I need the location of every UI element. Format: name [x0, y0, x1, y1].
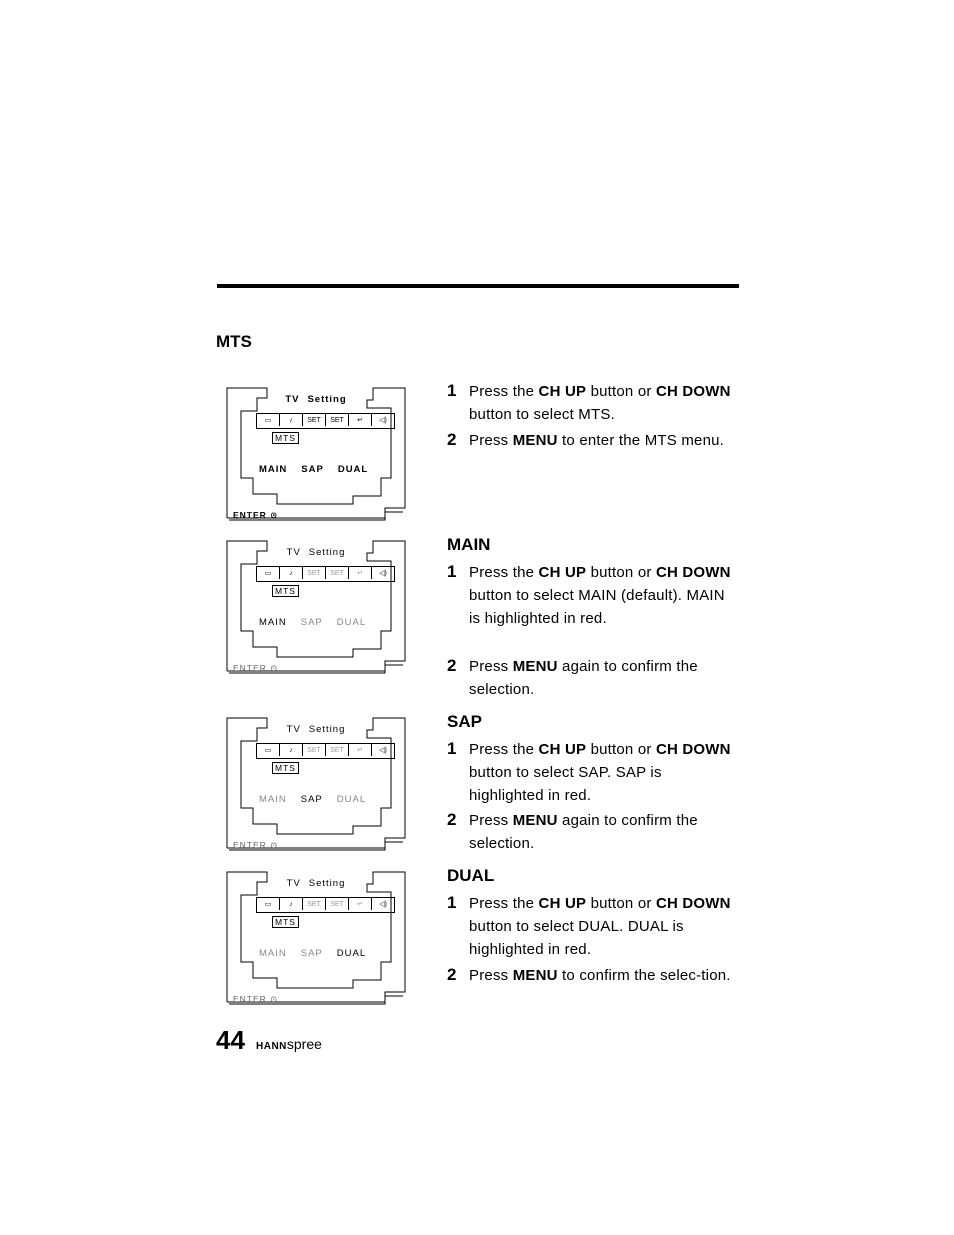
- osd-options: MAIN SAP DUAL: [259, 794, 367, 805]
- brand-logo: HANNspree: [256, 1036, 322, 1052]
- tv-icon: ▭: [257, 414, 280, 426]
- osd-panel-dual: [225, 870, 407, 1008]
- sap-step-2: 2 Press MENU again to confirm the selection.: [447, 810, 698, 852]
- osd-enter: ENTER ⊙: [233, 510, 279, 520]
- osd-icon-row: ▭ ♪ SET SET ↵ ◁): [256, 566, 395, 582]
- osd-enter: ENTER ⊙: [233, 663, 279, 673]
- tv-icon: ▭: [257, 898, 280, 910]
- speaker-icon: ◁): [379, 570, 387, 577]
- tv-icon: ▭: [257, 744, 280, 756]
- note-icon: ♪: [280, 898, 303, 910]
- speaker-icon: ◁): [379, 747, 387, 754]
- intro-step-1: 1 Press the CH UP button or CH DOWN button to select MTS.: [447, 381, 731, 423]
- header-rule: [217, 284, 739, 288]
- return-icon: ↵: [349, 744, 372, 756]
- osd-frame: [225, 870, 407, 1008]
- osd-icon-row: ▭ ♪ SET SET ↵ ◁): [256, 897, 395, 913]
- osd-options: MAIN SAP DUAL: [259, 464, 369, 475]
- osd-title: TV Setting: [285, 394, 347, 405]
- osd-frame: [225, 716, 407, 854]
- sap-step-1: 1 Press the CH UP button or CH DOWN button to select SAP. SAP is highlighted in red.: [447, 739, 731, 804]
- dual-step-2: 2 Press MENU to confirm the selec-tion.: [447, 965, 731, 984]
- dual-step-1: 1 Press the CH UP button or CH DOWN button to select DUAL. DUAL is highlighted in red.: [447, 893, 731, 958]
- osd-icon-row: ▭ ♪ SET SET ↵ ◁): [256, 743, 395, 759]
- osd-title: TV Setting: [286, 724, 346, 735]
- speaker-icon: ◁): [379, 901, 387, 908]
- osd-icon-row: ▭ ♪ SET SET ↵ ◁): [256, 413, 395, 429]
- mts-label: MTS: [272, 916, 299, 928]
- page-heading: MTS: [216, 332, 252, 351]
- note-icon: ♪: [280, 567, 303, 579]
- main-step-1: 1 Press the CH UP button or CH DOWN button to select MAIN (default). MAIN is highlighted in red.: [447, 562, 731, 627]
- tv-icon: ▭: [257, 567, 280, 579]
- osd-panel-mts: [225, 386, 407, 524]
- osd-frame: [225, 539, 407, 677]
- osd-options: MAIN SAP DUAL: [259, 948, 367, 959]
- note-icon: ♪: [280, 414, 303, 426]
- osd-frame: [225, 386, 407, 524]
- main-step-2: 2 Press MENU again to confirm the selection.: [447, 656, 698, 698]
- osd-enter: ENTER ⊙: [233, 840, 279, 850]
- page-number: 44: [216, 1025, 245, 1055]
- osd-panel-sap: [225, 716, 407, 854]
- osd-title: TV Setting: [286, 547, 346, 558]
- speaker-icon: ◁): [379, 417, 387, 424]
- osd-options: MAIN SAP DUAL: [259, 617, 367, 628]
- sap-heading: SAP: [447, 712, 482, 731]
- osd-title: TV Setting: [286, 878, 346, 889]
- mts-label: MTS: [272, 762, 299, 774]
- main-heading: MAIN: [447, 535, 491, 554]
- dual-heading: DUAL: [447, 866, 495, 885]
- osd-panel-main: [225, 539, 407, 677]
- osd-enter: ENTER ⊙: [233, 994, 279, 1004]
- mts-label: MTS: [272, 585, 299, 597]
- return-icon: ↵: [349, 414, 372, 426]
- note-icon: ♪: [280, 744, 303, 756]
- intro-step-2: 2 Press MENU to enter the MTS menu.: [447, 430, 725, 449]
- return-icon: ↵: [349, 567, 372, 579]
- mts-label: MTS: [272, 432, 299, 444]
- return-icon: ↵: [349, 898, 372, 910]
